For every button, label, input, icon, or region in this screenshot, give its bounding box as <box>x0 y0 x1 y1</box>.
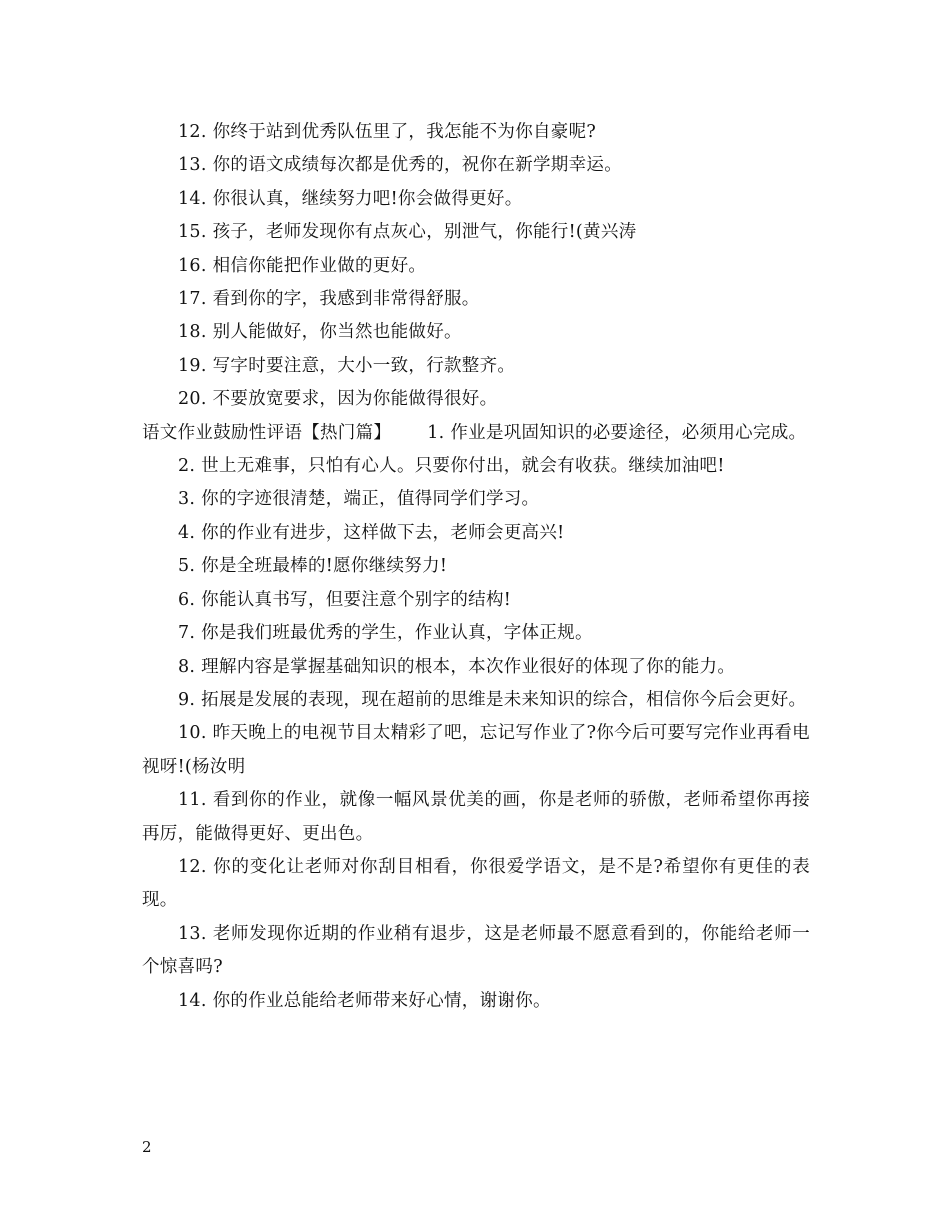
list-item: 3. 你的字迹很清楚，端正，值得同学们学习。 <box>178 489 540 510</box>
list-item: 18. 别人能做好，你当然也能做好。 <box>178 322 462 343</box>
list-item: 9. 拓展是发展的表现，现在超前的思维是未来知识的综合，相信你今后会更好。 <box>178 689 807 710</box>
page-number: 2 <box>142 1138 152 1156</box>
list-item: 2. 世上无难事，只怕有心人。只要你付出，就会有收获。继续加油吧! <box>178 456 725 477</box>
section-start-paragraph <box>142 417 810 450</box>
list-item: 5. 你是全班最棒的!愿你继续努力! <box>178 556 448 577</box>
list-item: 6. 你能认真书写，但要注意个别字的结构! <box>178 589 512 610</box>
list-item: 20. 不要放宽要求，因为你能做得很好。 <box>178 389 498 410</box>
list-item: 1. 作业是巩固知识的必要途径，必须用心完成。 <box>427 422 807 443</box>
list-item: 13. 老师发现你近期的作业稍有退步，这是老师最不愿意看到的，你能给老师一个惊喜吗? <box>142 923 810 978</box>
section-heading: 语文作业鼓励性评语【热门篇】 <box>142 422 392 443</box>
list-item: 12. 你的变化让老师对你刮目相看，你很爱学语文，是不是?希望你有更佳的表现。 <box>142 856 810 911</box>
list-item: 19. 写字时要注意，大小一致，行款整齐。 <box>178 355 516 376</box>
list-item: 10. 昨天晚上的电视节目太精彩了吧，忘记写作业了?你今后可要写完作业再看电视呀!(杨汝明 <box>142 723 810 777</box>
list-item: 7. 你是我们班最优秀的学生，作业认真，字体正规。 <box>178 623 593 644</box>
list-item: 11. 看到你的作业，就像一幅风景优美的画，你是老师的骄傲，老师希望你再接再厉，能做得更好、更出色。 <box>142 790 810 844</box>
list-item: 15. 孩子，老师发现你有点灰心，别泄气，你能行!(黄兴涛 <box>178 222 637 243</box>
list-item: 17. 看到你的字，我感到非常得舒服。 <box>178 289 480 310</box>
list-item: 13. 你的语文成绩每次都是优秀的，祝你在新学期幸运。 <box>178 155 622 176</box>
list-item: 14. 你的作业总能给老师带来好心情，谢谢你。 <box>178 990 551 1011</box>
list-item: 14. 你很认真，继续努力吧!你会做得更好。 <box>178 188 523 209</box>
list-item: 12. 你终于站到优秀队伍里了，我怎能不为你自豪呢? <box>178 122 597 142</box>
list-item: 8. 理解内容是掌握基础知识的根本，本次作业很好的体现了你的能力。 <box>178 656 736 677</box>
document-body <box>142 116 810 1018</box>
list-item: 4. 你的作业有进步，这样做下去，老师会更高兴! <box>178 522 565 543</box>
list-item: 16. 相信你能把作业做的更好。 <box>178 255 427 276</box>
